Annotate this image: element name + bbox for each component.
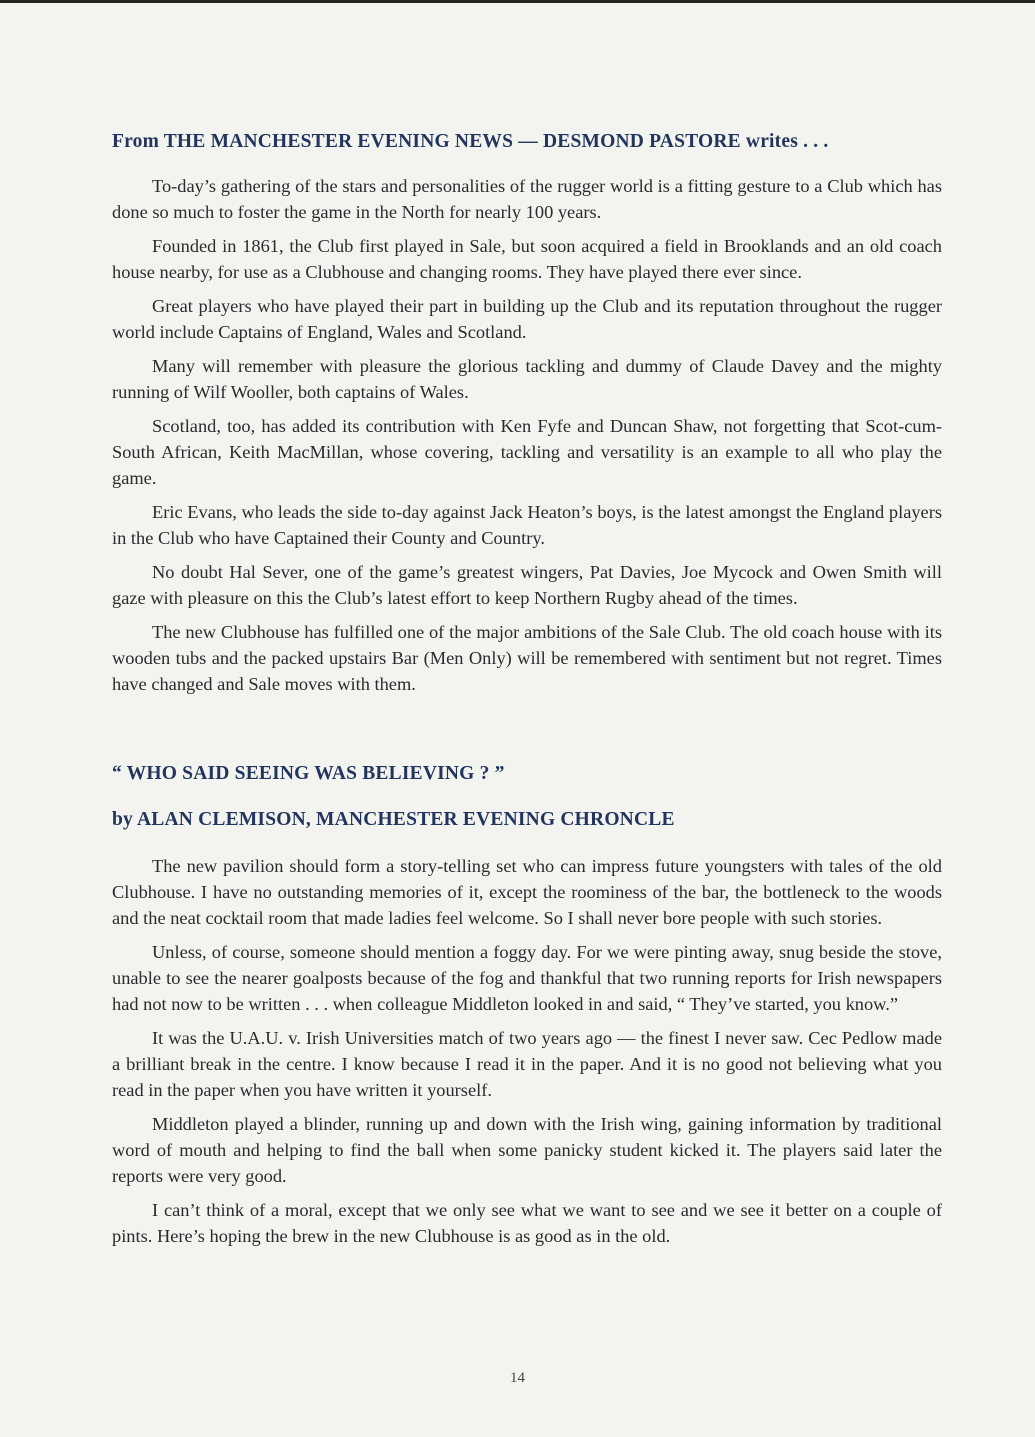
- article-2-body: [112, 853, 942, 1249]
- top-edge-rule: [0, 0, 1035, 3]
- article-1-paragraph: Many will remember with pleasure the glorious tackling and dummy of Claude Davey and the mighty running of Wilf Wooller, both captains of Wales.: [112, 356, 942, 402]
- article-1-heading: From THE MANCHESTER EVENING NEWS — DESMOND PASTORE writes . . .: [112, 131, 829, 152]
- article-1-paragraph: Founded in 1861, the Club first played in Sale, but soon acquired a field in Brooklands and an old coach house nearby, for use as a Clubhouse and changing rooms. They have played there ever since.: [112, 236, 942, 282]
- article-2-title: “ WHO SAID SEEING WAS BELIEVING ? ”: [112, 763, 505, 784]
- article-2-byline: by ALAN CLEMISON, MANCHESTER EVENING CHRONCLE: [112, 809, 675, 830]
- article-1-paragraph: Scotland, too, has added its contribution with Ken Fyfe and Duncan Shaw, not forgetting that Scot-cum-South African, Keith MacMillan, whose covering, tackling and versatility is an example to all who play the game.: [112, 416, 942, 488]
- page-number: 14: [510, 1370, 525, 1386]
- article-1-paragraph: Eric Evans, who leads the side to-day against Jack Heaton’s boys, is the latest amongst the England players in the Club who have Captained their County and Country.: [112, 502, 942, 548]
- article-2-paragraph: Middleton played a blinder, running up and down with the Irish wing, gaining information by traditional word of mouth and helping to find the ball when some panicky student kicked it. The players said later the reports were very good.: [112, 1114, 942, 1186]
- article-1-body: [112, 173, 942, 697]
- article-1-paragraph: No doubt Hal Sever, one of the game’s greatest wingers, Pat Davies, Joe Mycock and Owen Smith will gaze with pleasure on this the Club’s latest effort to keep Northern Rugby ahead of the times.: [112, 562, 942, 608]
- page-body: [112, 128, 942, 1257]
- article-1-paragraph: The new Clubhouse has fulfilled one of the major ambitions of the Sale Club. The old coach house with its wooden tubs and the packed upstairs Bar (Men Only) will be remembered with sentiment but not regret. Times have changed and Sale moves with them.: [112, 622, 942, 694]
- article-2-paragraph: Unless, of course, someone should mention a foggy day. For we were pinting away, snug beside the stove, unable to see the nearer goalposts because of the fog and thankful that two running reports for Irish newspapers had not now to be written . . . when colleague Middleton looked in and said, “ They’ve started, you know.”: [112, 942, 942, 1014]
- article-1-paragraph: Great players who have played their part in building up the Club and its reputation throughout the rugger world include Captains of England, Wales and Scotland.: [112, 296, 942, 342]
- article-2-paragraph: It was the U.A.U. v. Irish Universities match of two years ago — the finest I never saw. Cec Pedlow made a brilliant break in the centre. I know because I read it in the paper. And it is no good not believing what you read in the paper when you have written it yourself.: [112, 1028, 942, 1100]
- article-2-paragraph: I can’t think of a moral, except that we only see what we want to see and we see it better on a couple of pints. Here’s hoping the brew in the new Clubhouse is as good as in the old.: [112, 1200, 942, 1246]
- article-2-paragraph: The new pavilion should form a story-telling set who can impress future youngsters with tales of the old Clubhouse. I have no outstanding memories of it, except the roominess of the bar, the bottleneck to the woods and the neat cocktail room that made ladies feel welcome. So I shall never bore people with such stories.: [112, 856, 942, 928]
- article-1-paragraph: To-day’s gathering of the stars and personalities of the rugger world is a fitting gesture to a Club which has done so much to foster the game in the North for nearly 100 years.: [112, 176, 942, 222]
